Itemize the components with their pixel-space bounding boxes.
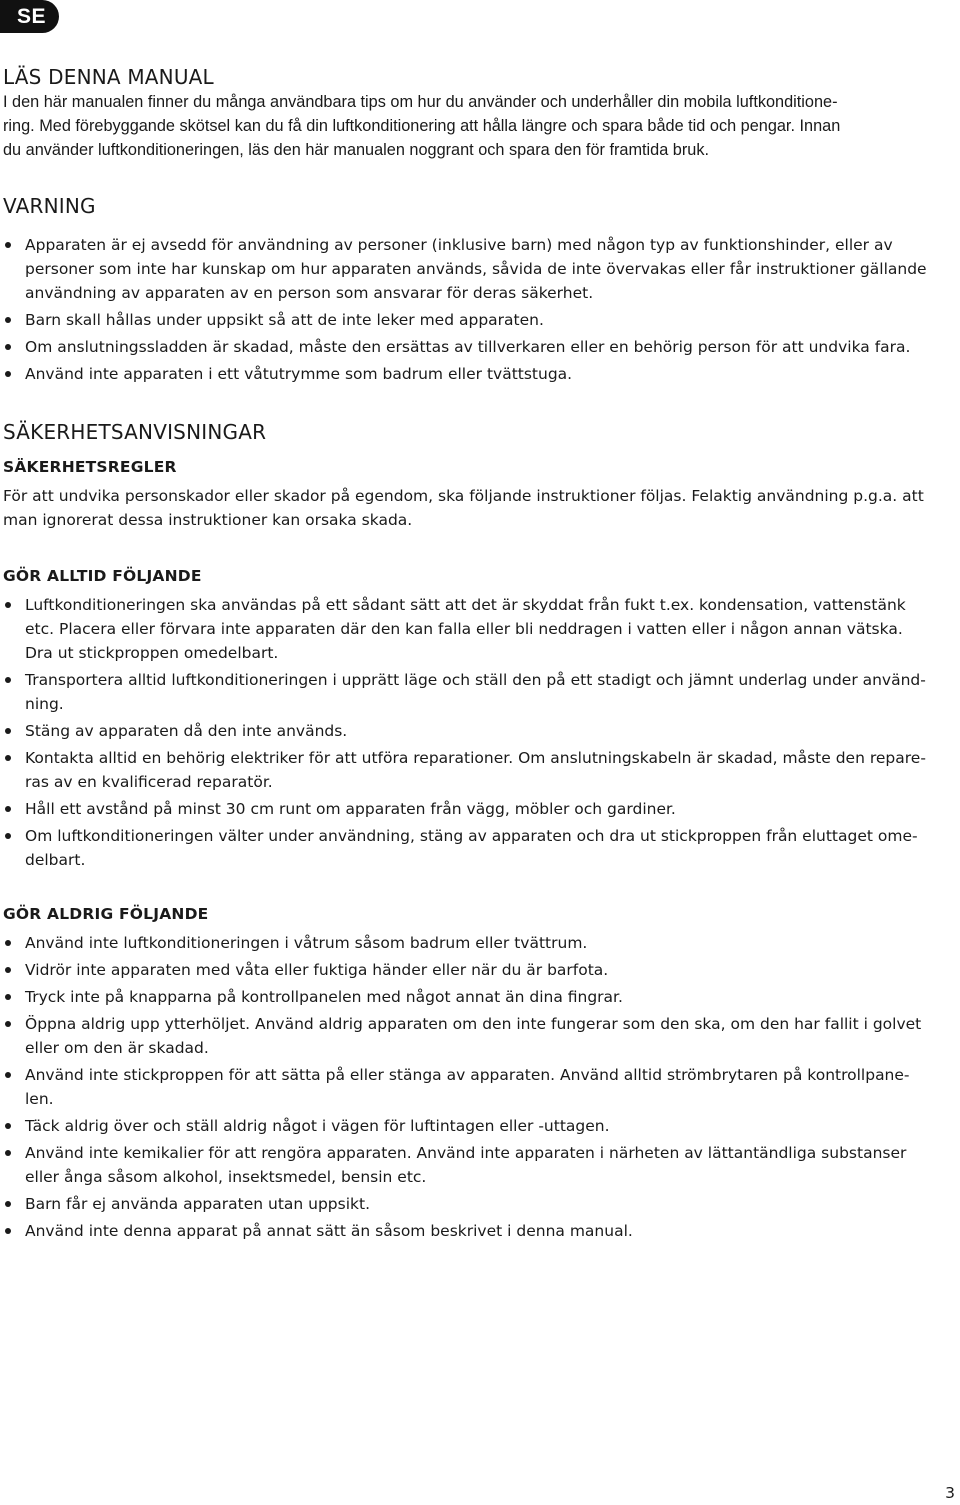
text-line: Använd inte kemikalier för att rengöra apparaten. Använd inte apparaten i närheten av lättantändliga substanser [25, 1144, 907, 1162]
text-line: Barn skall hållas under uppsikt så att de inte leker med apparaten. [25, 311, 544, 329]
list-item [3, 797, 957, 821]
list-item [3, 1012, 957, 1060]
text-line: Tryck inte på knapparna på kontrollpanelen med något annat än dina fingrar. [25, 988, 623, 1006]
always-list [3, 593, 957, 872]
list-item [3, 233, 957, 305]
text-line: Om luftkonditioneringen välter under användning, stäng av apparaten och dra ut stickproppen från eluttaget ome- [25, 827, 918, 845]
list-item [3, 1114, 957, 1138]
list-item [3, 308, 957, 332]
text-line: Barn får ej använda apparaten utan uppsikt. [25, 1195, 371, 1213]
safety-rules-heading: SÄKERHETSREGLER [3, 458, 177, 476]
text-line: Använd inte luftkonditioneringen i våtrum såsom badrum eller tvättrum. [25, 934, 588, 952]
text-line: delbart. [25, 851, 86, 869]
text-line: etc. Placera eller förvara inte apparaten där den kan falla eller bli neddragen i vatten eller i någon annan vätska. [25, 620, 903, 638]
list-item [3, 824, 957, 872]
never-heading: GÖR ALDRIG FÖLJANDE [3, 905, 209, 923]
list-item [3, 335, 957, 359]
text-line: personer som inte har kunskap om hur apparaten används, såvida de inte övervakas eller får instruktioner gällande [25, 260, 927, 278]
text-line: ning. [25, 695, 64, 713]
text-line: ring. Med förebyggande skötsel kan du få din luftkonditionering att hålla längre och spara både tid och pengar. Innan [3, 117, 841, 135]
text-line: Om anslutningssladden är skadad, måste den ersättas av tillverkaren eller en behörig person för att undvika fara. [25, 338, 911, 356]
list-item [3, 958, 957, 982]
text-line: Öppna aldrig upp ytterhöljet. Använd aldrig apparaten om den inte fungerar som den ska, om den har fallit i golvet [25, 1015, 922, 1033]
text-line: Stäng av apparaten då den inte används. [25, 722, 348, 740]
list-item [3, 1219, 957, 1243]
text-line: Använd inte denna apparat på annat sätt än såsom beskrivet i denna manual. [25, 1222, 633, 1240]
text-line: Vidrör inte apparaten med våta eller fuktiga händer eller när du är barfota. [25, 961, 609, 979]
safety-heading: SÄKERHETSANVISNINGAR [3, 420, 267, 444]
text-line: Kontakta alltid en behörig elektriker för att utföra reparationer. Om anslutningskabeln är skadad, måste den repare- [25, 749, 926, 767]
warning-section [3, 193, 957, 386]
read-manual-heading: LÄS DENNA MANUAL [3, 65, 214, 89]
list-item [3, 593, 957, 665]
warning-list [3, 233, 957, 386]
list-item [3, 1141, 957, 1189]
list-item [3, 1192, 957, 1216]
list-item [3, 985, 957, 1009]
page-number: 3 [945, 1484, 955, 1502]
text-line: ras av en kvalificerad reparatör. [25, 773, 273, 791]
text-line: För att undvika personskador eller skador på egendom, ska följande instruktioner följas. Felaktig användning p.g.a. att [3, 487, 924, 505]
text-line: man ignorerat dessa instruktioner kan orsaka skada. [3, 511, 413, 529]
read-manual-text [3, 90, 957, 162]
text-line: Apparaten är ej avsedd för användning av personer (inklusive barn) med någon typ av funktionshinder, eller av [25, 236, 893, 254]
always-heading: GÖR ALLTID FÖLJANDE [3, 567, 202, 585]
safety-section [3, 419, 957, 1243]
text-line: eller om den är skadad. [25, 1039, 209, 1057]
list-item [3, 362, 957, 386]
list-item [3, 668, 957, 716]
text-line: Dra ut stickproppen omedelbart. [25, 644, 279, 662]
never-list [3, 931, 957, 1243]
text-line: Använd inte apparaten i ett våtutrymme som badrum eller tvättstuga. [25, 365, 573, 383]
text-line: len. [25, 1090, 54, 1108]
text-line: Håll ett avstånd på minst 30 cm runt om apparaten från vägg, möbler och gardiner. [25, 800, 676, 818]
safety-rules-text [3, 484, 957, 532]
manual-content [3, 64, 957, 1246]
list-item [3, 719, 957, 743]
read-manual-section [3, 64, 957, 162]
text-line: Täck aldrig över och ställ aldrig något i vägen för luftintagen eller -uttagen. [25, 1117, 610, 1135]
text-line: Använd inte stickproppen för att sätta på eller stänga av apparaten. Använd alltid strömbrytaren på kontrollpane- [25, 1066, 910, 1084]
list-item [3, 931, 957, 955]
text-line: eller ånga såsom alkohol, insektsmedel, bensin etc. [25, 1168, 427, 1186]
warning-heading: VARNING [3, 194, 96, 218]
list-item [3, 746, 957, 794]
language-badge: SE [0, 0, 59, 33]
list-item [3, 1063, 957, 1111]
text-line: Transportera alltid luftkonditioneringen i upprätt läge och ställ den på ett stadigt och jämnt underlag under använd- [25, 671, 926, 689]
text-line: Luftkonditioneringen ska användas på ett sådant sätt att det är skyddat från fukt t.ex. kondensation, vattenstänk [25, 596, 906, 614]
text-line: I den här manualen finner du många användbara tips om hur du använder och underhåller din mobila luftkonditione- [3, 93, 838, 111]
text-line: användning av apparaten av en person som ansvarar för deras säkerhet. [25, 284, 594, 302]
text-line: du använder luftkonditioneringen, läs den här manualen noggrant och spara den för framtida bruk. [3, 141, 709, 159]
